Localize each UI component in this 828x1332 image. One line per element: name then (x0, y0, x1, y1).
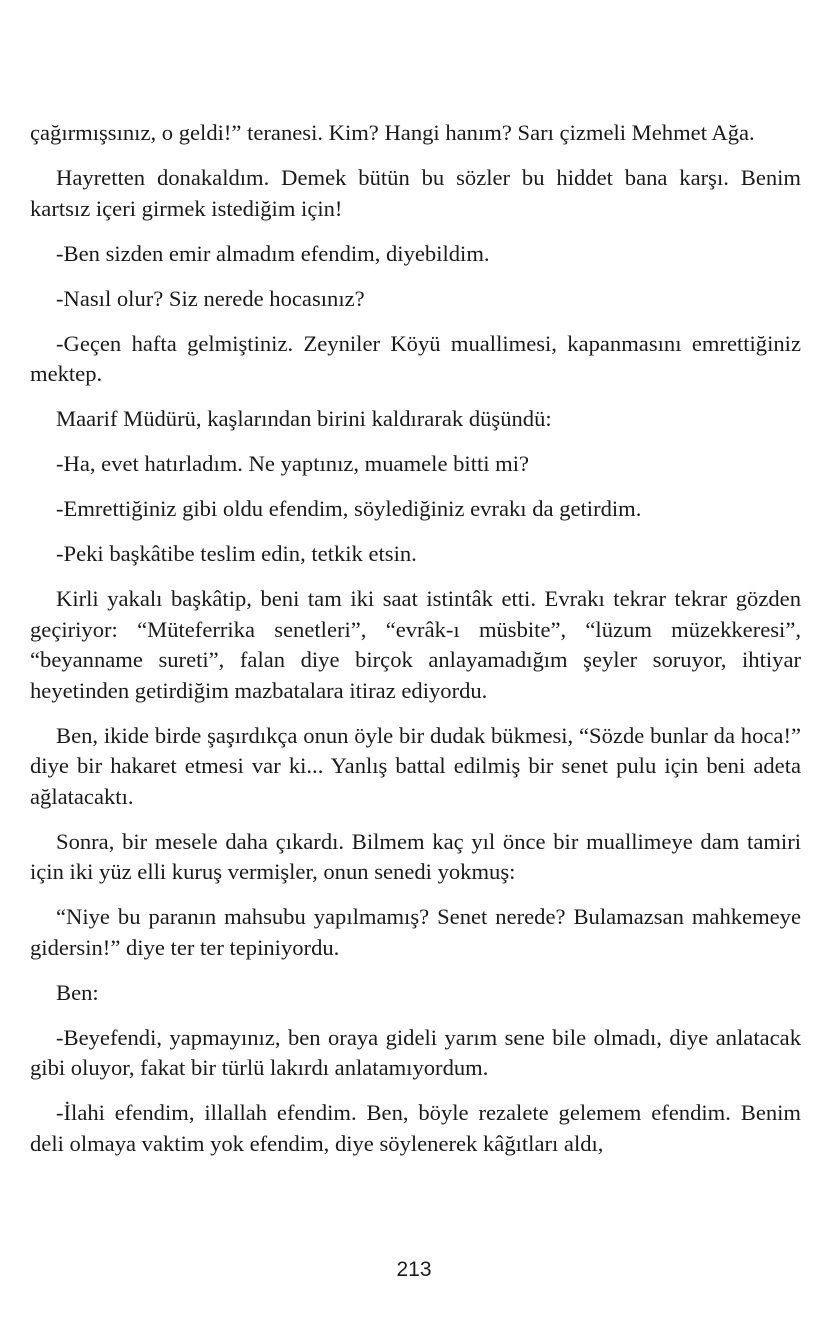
paragraph-9: -Peki başkâtibe teslim edin, tetkik etsin. (56, 541, 417, 566)
paragraph-13: “Niye bu paranın mahsubu yapılmamış? Senet nerede? Bulamazsan mahkemeye gidersin!” diye ter ter tepiniyordu. (30, 904, 801, 960)
paragraph-10: Kirli yakalı başkâtip, beni tam iki saat istintâk etti. Evrakı tekrar tekrar gözden geçiriyor: “Müteferrika senetleri”, “evrâk-ı müsbite”, “lüzum müzekkeresi”, “beyanname sureti”, falan diye birçok anlayamadığım şeyler soruyor, ihtiyar heyetinden getirdiğim mazbatalara itiraz ediyordu. (30, 586, 801, 703)
paragraph-12: Sonra, bir mesele daha çıkardı. Bilmem kaç yıl önce bir muallimeye dam tamiri için iki yüz elli kuruş vermişler, onun senedi yokmuş: (30, 828, 801, 884)
paragraph-5: -Geçen hafta gelmiştiniz. Zeyniler Köyü muallimesi, kapanmasını emrettiğiniz mektep. (30, 330, 801, 386)
paragraph-4: -Nasıl olur? Siz nerede hocasınız? (56, 285, 365, 311)
paragraph-7: -Ha, evet hatırladım. Ne yaptınız, muamele bitti mi? (56, 451, 530, 476)
paragraph-3: -Ben sizden emir almadım efendim, diyebildim. (56, 240, 490, 266)
paragraph-2: Hayretten donakaldım. Demek bütün bu sözler bu hiddet bana karşı. Benim kartsız içeri girmek istediğim için! (30, 165, 801, 221)
paragraph-16: -İlahi efendim, illallah efendim. Ben, böyle rezalete gelemem efendim. Benim deli olmaya vaktim yok efendim, diye söylenerek kâğıtları aldı, (30, 1100, 801, 1156)
paragraph-1: çağırmışsınız, o geldi!” teranesi. Kim? Hangi hanım? Sarı çizmeli Mehmet Ağa. (30, 120, 755, 145)
paragraph-8: -Emrettiğiniz gibi oldu efendim, söylediğiniz evrakı da getirdim. (56, 496, 642, 521)
paragraph-14: Ben: (56, 979, 99, 1005)
paragraph-15: -Beyefendi, yapmayınız, ben oraya gideli yarım sene bile olmadı, diye anlatacak gibi oluyor, fakat bir türlü lakırdı anlatamıyordum. (30, 1024, 801, 1080)
paragraph-11: Ben, ikide birde şaşırdıkça onun öyle bir dudak bükmesi, “Sözde bunlar da hoca!” diye bir hakaret etmesi var ki... Yanlış battal edilmiş bir senet pulu için beni adeta ağlatacaktı. (30, 722, 801, 809)
page-number: 213 (396, 1258, 432, 1281)
paragraph-6: Maarif Müdürü, kaşlarından birini kaldırarak düşündü: (56, 406, 552, 431)
book-page-text (30, 118, 801, 1174)
